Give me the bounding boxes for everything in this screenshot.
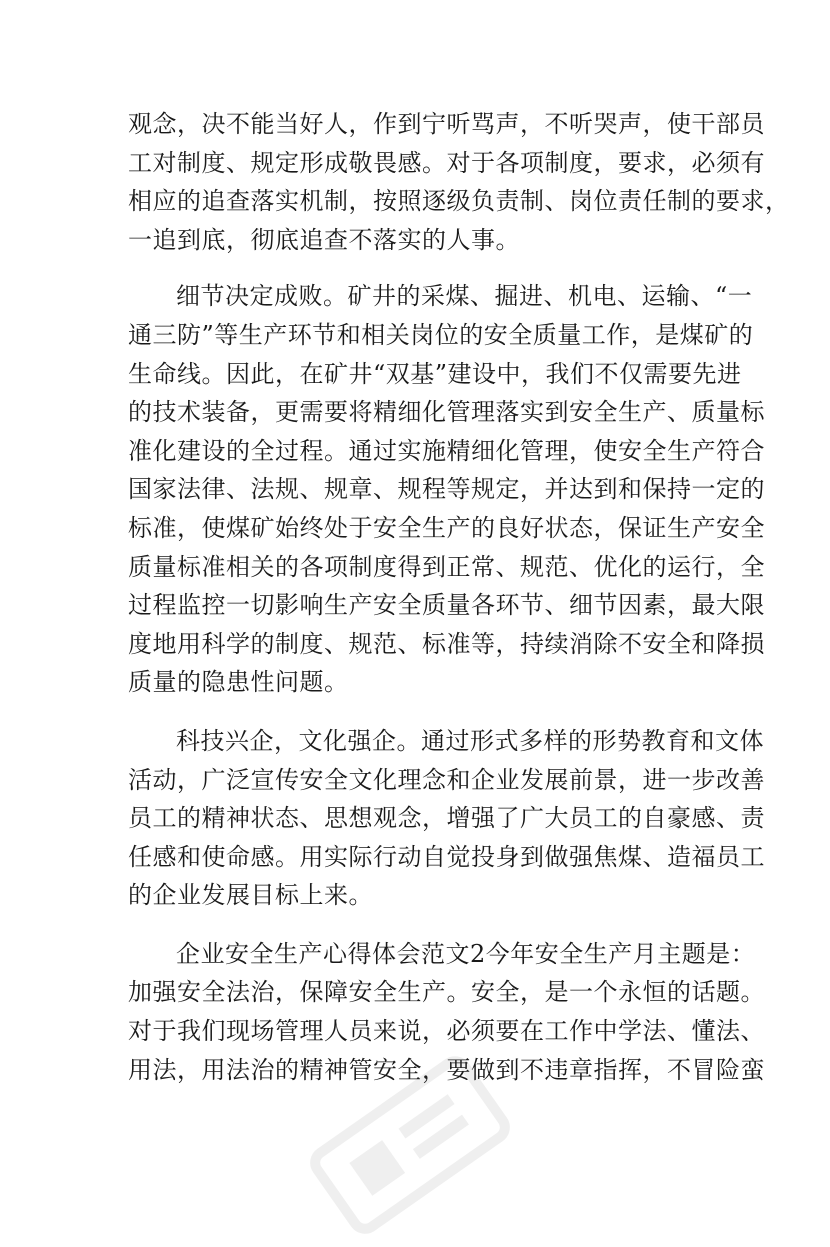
text-line: 度地用科学的制度、规范、标准等，持续消除不安全和降损 <box>128 629 765 658</box>
text-line: 质量的隐患性问题。 <box>128 668 349 697</box>
text-line: 观念，决不能当好人，作到宁听骂声，不听哭声，使干部员 <box>128 110 765 138</box>
text-line: 员工的精神状态、思想观念，增强了广大员工的自豪感、责 <box>128 804 765 833</box>
text-line: 工对制度、规定形成敬畏感。对于各项制度，要求，必须有 <box>128 148 765 177</box>
text-line: 生命线。因此，在矿井“双基”建设中，我们不仅需要先进 <box>128 359 742 388</box>
paragraph <box>128 105 790 259</box>
text-line: 的技术装备，更需要将精细化管理落实到安全生产、质量标 <box>128 398 765 427</box>
paragraph <box>128 935 765 1089</box>
text-line: 相应的追查落实机制，按照逐级负责制、岗位责任制的要求， <box>128 187 790 216</box>
text-line: 通三防”等生产环节和相关岗位的安全质量工作，是煤矿的 <box>128 320 754 349</box>
text-line: 科技兴企，文化强企。通过形式多样的形势教育和文体 <box>176 726 764 755</box>
text-line: 企业安全生产心得体会范文2今年安全生产月主题是： <box>176 939 756 968</box>
paragraph <box>128 277 765 702</box>
text-line: 活动，广泛宣传安全文化理念和企业发展前景，进一步改善 <box>128 765 765 794</box>
text-line: 对于我们现场管理人员来说，必须要在工作中学法、懂法、 <box>128 1017 765 1046</box>
paragraph <box>128 722 765 915</box>
text-line: 加强安全法治，保障安全生产。安全，是一个永恒的话题。 <box>128 978 765 1007</box>
text-line: 的企业发展目标上来。 <box>128 881 373 910</box>
text-line: 过程监控一切影响生产安全质量各环节、细节因素，最大限 <box>128 591 765 620</box>
text-line: 细节决定成败。矿井的采煤、掘进、机电、运输、“一 <box>176 282 753 311</box>
text-line: 国家法律、法规、规章、规程等规定，并达到和保持一定的 <box>128 475 765 504</box>
text-line: 质量标准相关的各项制度得到正常、规范、优化的运行，全 <box>128 552 765 581</box>
text-line: 用法，用法治的精神管安全，要做到不违章指挥，不冒险蛮 <box>128 1055 765 1084</box>
document-body <box>128 105 790 1111</box>
text-line: 一追到底，彻底追查不落实的人事。 <box>128 225 520 254</box>
text-line: 标准，使煤矿始终处于安全生产的良好状态，保证生产安全 <box>128 513 765 542</box>
text-line: 任感和使命感。用实际行动自觉投身到做强焦煤、造福员工 <box>128 842 765 871</box>
text-line: 准化建设的全过程。通过实施精细化管理，使安全生产符合 <box>128 436 765 465</box>
